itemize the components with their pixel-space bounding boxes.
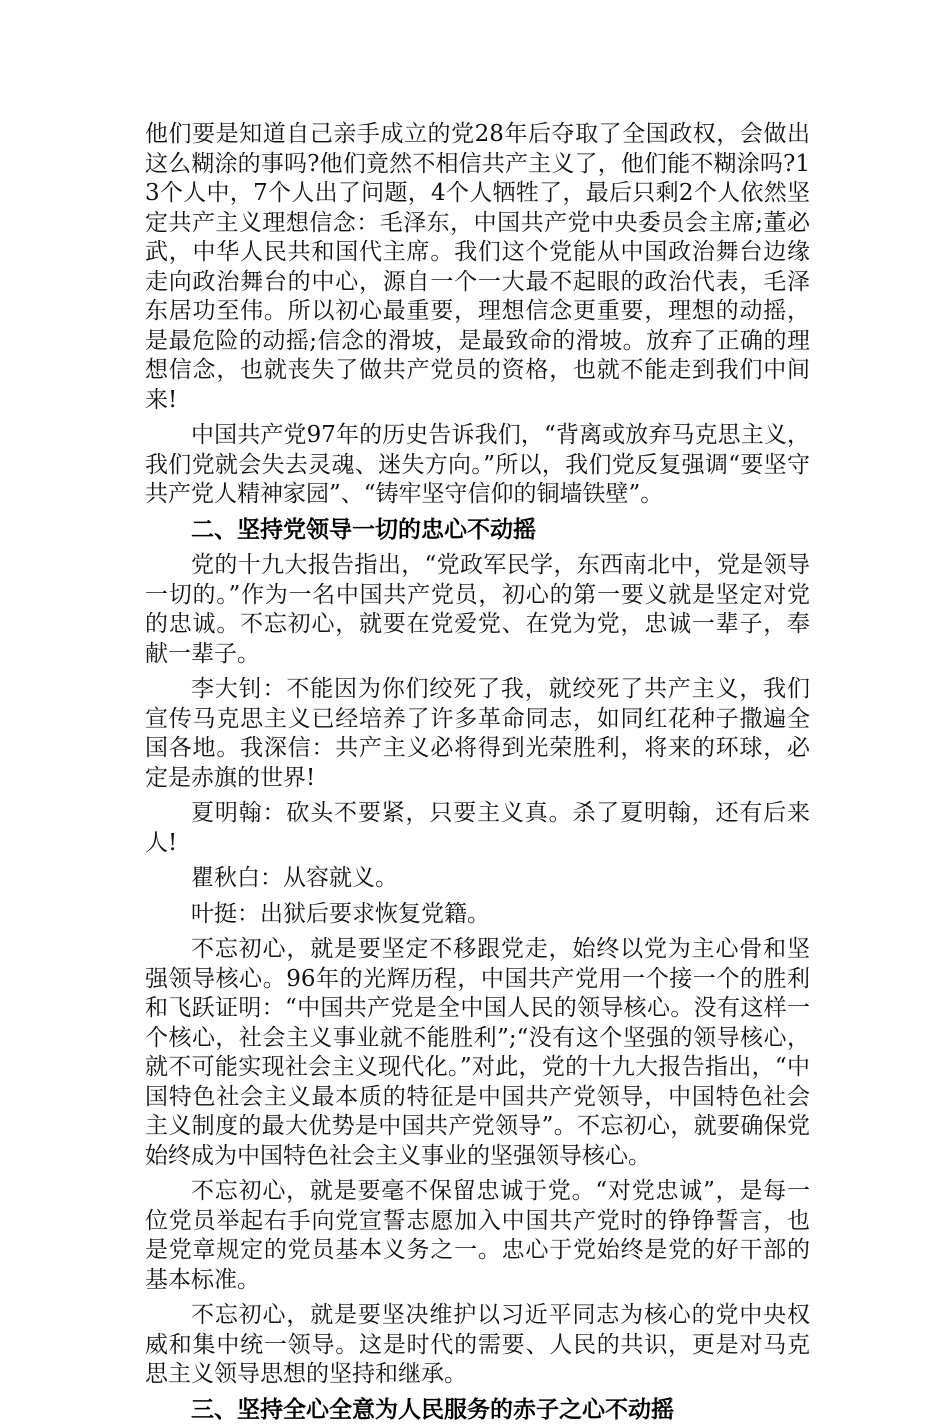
paragraph-ye-ting: 叶挺：出狱后要求恢复党籍。 bbox=[145, 900, 810, 930]
section-heading-2: 二、坚持党领导一切的忠心不动摇 bbox=[145, 516, 810, 546]
paragraph-li-dazhao: 李大钊：不能因为你们绞死了我，就绞死了共产主义，我们宣传马克思主义已经培养了许多革命同志，如同红花种子撒遍全国各地。我深信：共产主义必将得到光荣胜利，将来的环球，必定是赤旗的世界! bbox=[145, 675, 810, 793]
paragraph-report: 党的十九大报告指出，“党政军民学，东西南北中，党是领导一切的。”作为一名中国共产党员，初心的第一要义就是坚定对党的忠诚。不忘初心，就要在党爱党、在党为党，忠诚一辈子，奉献一辈子。 bbox=[145, 551, 810, 669]
paragraph-history: 中国共产党97年的历史告诉我们，“背离或放弃马克思主义，我们党就会失去灵魂、迷失方向。”所以，我们党反复强调“要坚守共产党人精神家园”、“铸牢坚守信仰的铜墙铁壁”。 bbox=[145, 421, 810, 510]
document-page bbox=[145, 120, 810, 1425]
paragraph-qu-qiubai: 瞿秋白：从容就义。 bbox=[145, 864, 810, 894]
paragraph-continuation: 他们要是知道自己亲手成立的党28年后夺取了全国政权，会做出这么糊涂的事吗?他们竟然不相信共产主义了，他们能不糊涂吗?13个人中，7个人出了问题，4个人牺牲了，最后只剩2个人依然坚定共产主义理想信念：毛泽东，中国共产党中央委员会主席;董必武，中华人民共和国代主席。我们这个党能从中国政治舞台边缘走向政治舞台的中心，源自一个一大最不起眼的政治代表，毛泽东居功至伟。所以初心最重要，理想信念更重要，理想的动摇，是最危险的动摇;信念的滑坡，是最致命的滑坡。放弃了正确的理想信念，也就丧失了做共产党员的资格，也就不能走到我们中间来! bbox=[145, 120, 810, 415]
paragraph-loyalty: 不忘初心，就是要毫不保留忠诚于党。“对党忠诚”，是每一位党员举起右手向党宣誓志愿加入中国共产党时的铮铮誓言，也是党章规定的党员基本义务之一。忠心于党始终是党的好干部的基本标准。 bbox=[145, 1177, 810, 1295]
paragraph-xia-minghan: 夏明翰：砍头不要紧，只要主义真。杀了夏明翰，还有后来人! bbox=[145, 799, 810, 858]
paragraph-central-authority: 不忘初心，就是要坚决维护以习近平同志为核心的党中央权威和集中统一领导。这是时代的需要、人民的共识，更是对马克思主义领导思想的坚持和继承。 bbox=[145, 1301, 810, 1390]
paragraph-follow-party: 不忘初心，就是要坚定不移跟党走，始终以党为主心骨和坚强领导核心。96年的光辉历程，中国共产党用一个接一个的胜利和飞跃证明：“中国共产党是全中国人民的领导核心。没有这样一个核心，社会主义事业就不能胜利”;“没有这个坚强的领导核心，就不可能实现社会主义现代化。”对此，党的十九大报告指出，“中国特色社会主义最本质的特征是中国共产党领导，中国特色社会主义制度的最大优势是中国共产党领导”。不忘初心，就要确保党始终成为中国特色社会主义事业的坚强领导核心。 bbox=[145, 935, 810, 1171]
section-heading-3: 三、坚持全心全意为人民服务的赤子之心不动摇 bbox=[145, 1396, 810, 1425]
